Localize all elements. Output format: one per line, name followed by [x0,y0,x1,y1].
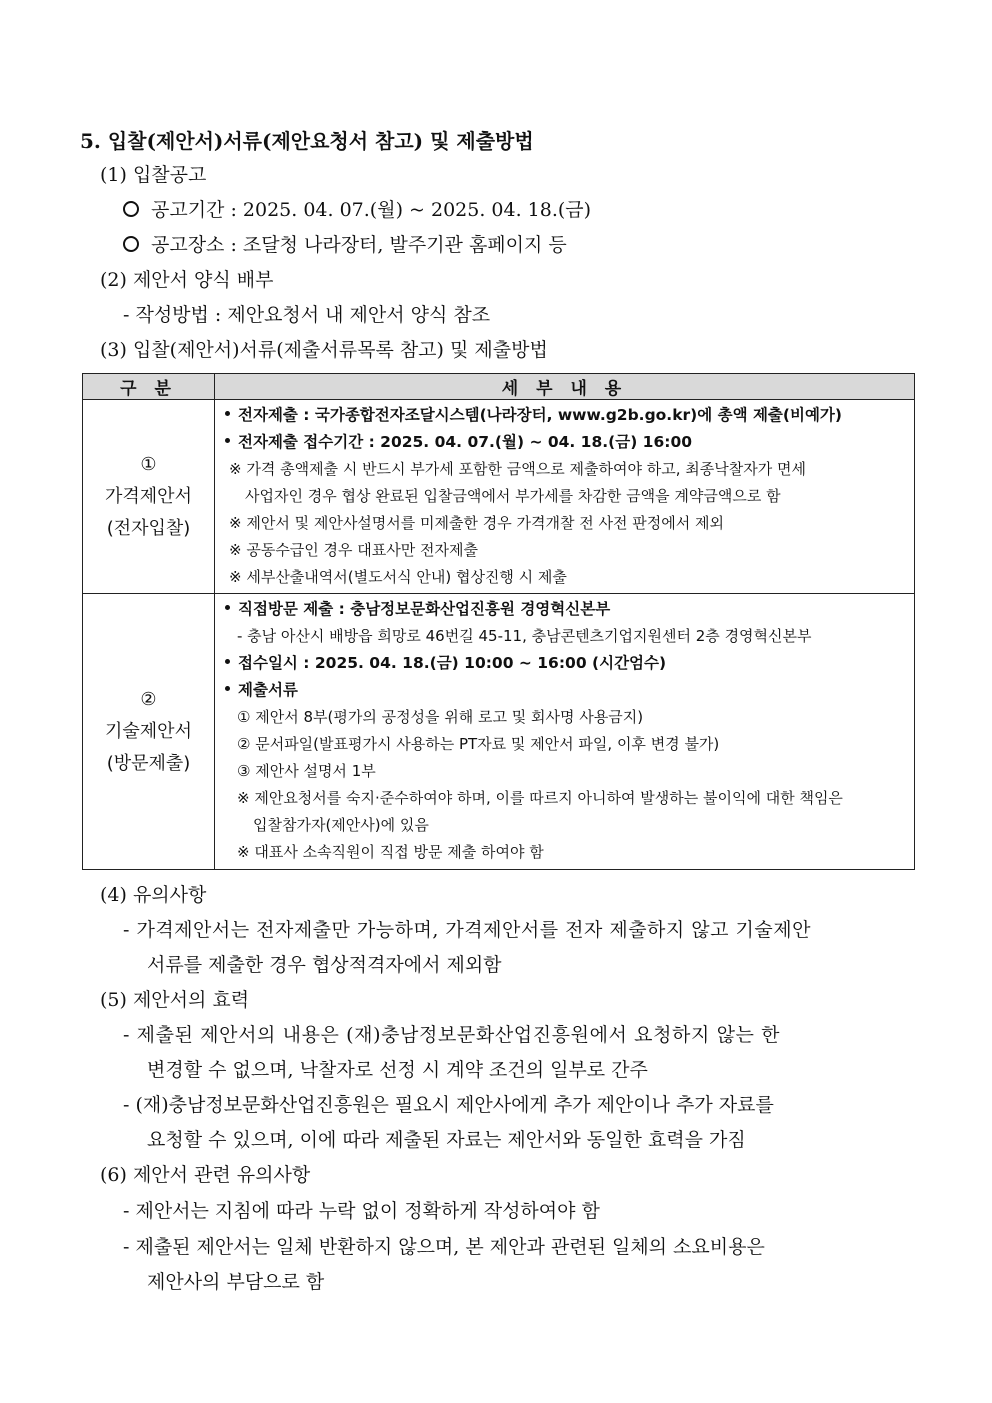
category-method: (방문제출) [106,752,191,774]
s6-heading: (6) 제안서 관련 유의사항 [100,1164,311,1186]
header-detail: 세 부 내 용 [215,374,915,400]
s3-heading: (3) 입찰(제안서)서류(제출서류목록 참고) 및 제출방법 [100,339,548,361]
detail-text: 전자제출 접수기간 : 2025. 04. 07.(월) ~ 04. 18.(금) 16:00 [238,433,693,451]
detail-line: ※ 제안요청서를 숙지·준수하여야 하며, 이를 따르지 아니하여 발생하는 불이익에 대한 책임은 [237,789,843,807]
detail-line [223,677,908,704]
s4-heading: (4) 유의사항 [100,884,207,906]
s2-item: - 작성방법 : 제안요청서 내 제안서 양식 참조 [123,304,491,326]
header-category: 구 분 [83,374,215,400]
circle-bullet-icon [123,236,139,252]
dot-bullet-icon [225,411,230,416]
s4-line: 서류를 제출한 경우 협상적격자에서 제외함 [147,954,502,976]
s5-line: 요청할 수 있으며, 이에 따라 제출된 자료는 제안서와 동일한 효력을 가짐 [147,1129,746,1151]
detail-line: ※ 제안서 및 제안사설명서를 미제출한 경우 가격개찰 전 사전 판정에서 제외 [229,514,724,532]
table-header-row [83,374,915,400]
detail-text: 접수일시 : 2025. 04. 18.(금) 10:00 ~ 16:00 (시간엄수) [238,654,667,672]
category-number: ① [140,453,157,475]
detail-line: 사업자인 경우 협상 완료된 입찰금액에서 부가세를 차감한 금액을 계약금액으로 함 [245,487,781,505]
detail-text: 제출서류 [238,681,298,699]
detail-text: 전자제출 : 국가종합전자조달시스템(나라장터, www.g2b.go.kr)에 총액 제출(비예가) [238,406,842,424]
submission-table [82,373,915,870]
s5-line: - (재)충남정보문화산업진흥원은 필요시 제안사에게 추가 제안이나 추가 자료를 [123,1094,774,1116]
s4-line: - 가격제안서는 전자제출만 가능하며, 가격제안서를 전자 제출하지 않고 기술제안 [123,919,811,941]
detail-line: ① 제안서 8부(평가의 공정성을 위해 로고 및 회사명 사용금지) [237,708,644,726]
s5-heading: (5) 제안서의 효력 [100,989,250,1011]
table-row [83,594,915,870]
detail-line: ※ 가격 총액제출 시 반드시 부가세 포함한 금액으로 제출하여야 하고, 최종낙찰자가 면세 [229,460,806,478]
s6-line: - 제안서는 지침에 따라 누락 없이 정확하게 작성하여야 함 [123,1200,600,1222]
detail-cell [215,400,915,594]
dot-bullet-icon [225,438,230,443]
category-number: ② [140,688,157,710]
detail-line: ※ 세부산출내역서(별도서식 안내) 협상진행 시 제출 [229,568,567,586]
s6-line: - 제출된 제안서는 일체 반환하지 않으며, 본 제안과 관련된 일체의 소요비용은 [123,1236,765,1258]
category-cell [83,594,215,870]
s1-item-place [123,230,567,257]
dot-bullet-icon [225,605,230,610]
detail-line: ※ 대표사 소속직원이 직접 방문 제출 하여야 함 [237,843,544,861]
category-method: (전자입찰) [106,517,191,539]
detail-line: 입찰참가자(제안사)에 있음 [253,816,429,834]
circle-bullet-icon [123,201,139,217]
detail-line [223,596,908,623]
detail-line: ③ 제안사 설명서 1부 [237,762,376,780]
detail-text: 직접방문 제출 : 충남정보문화산업진흥원 경영혁신본부 [238,600,611,618]
category-name: 가격제안서 [105,485,192,507]
detail-line [223,650,908,677]
table-row [83,400,915,594]
s1-item-text: 공고장소 : 조달청 나라장터, 발주기관 홈페이지 등 [151,234,567,256]
detail-cell [215,594,915,870]
s5-line: 변경할 수 없으며, 낙찰자로 선정 시 계약 조건의 일부로 간주 [147,1059,648,1081]
section-title: 5. 입찰(제안서)서류(제안요청서 참고) 및 제출방법 [80,129,534,153]
detail-line [223,402,908,429]
s6-line: 제안사의 부담으로 함 [147,1271,325,1293]
dot-bullet-icon [225,686,230,691]
category-name: 기술제안서 [105,720,192,742]
detail-line: ② 문서파일(발표평가시 사용하는 PT자료 및 제안서 파일, 이후 변경 불가) [237,735,720,753]
s5-line: - 제출된 제안서의 내용은 (재)충남정보문화산업진흥원에서 요청하지 않는 한 [123,1024,781,1046]
s1-item-period [123,195,591,222]
s1-heading: (1) 입찰공고 [100,164,207,186]
detail-line: - 충남 아산시 배방읍 희망로 46번길 45-11, 충남콘텐츠기업지원센터 2층 경영혁신본부 [237,627,812,645]
detail-line [223,429,908,456]
category-cell [83,400,215,594]
s2-heading: (2) 제안서 양식 배부 [100,269,274,291]
detail-line: ※ 공동수급인 경우 대표사만 전자제출 [229,541,478,559]
s1-item-text: 공고기간 : 2025. 04. 07.(월) ~ 2025. 04. 18.(금) [151,199,592,221]
dot-bullet-icon [225,659,230,664]
